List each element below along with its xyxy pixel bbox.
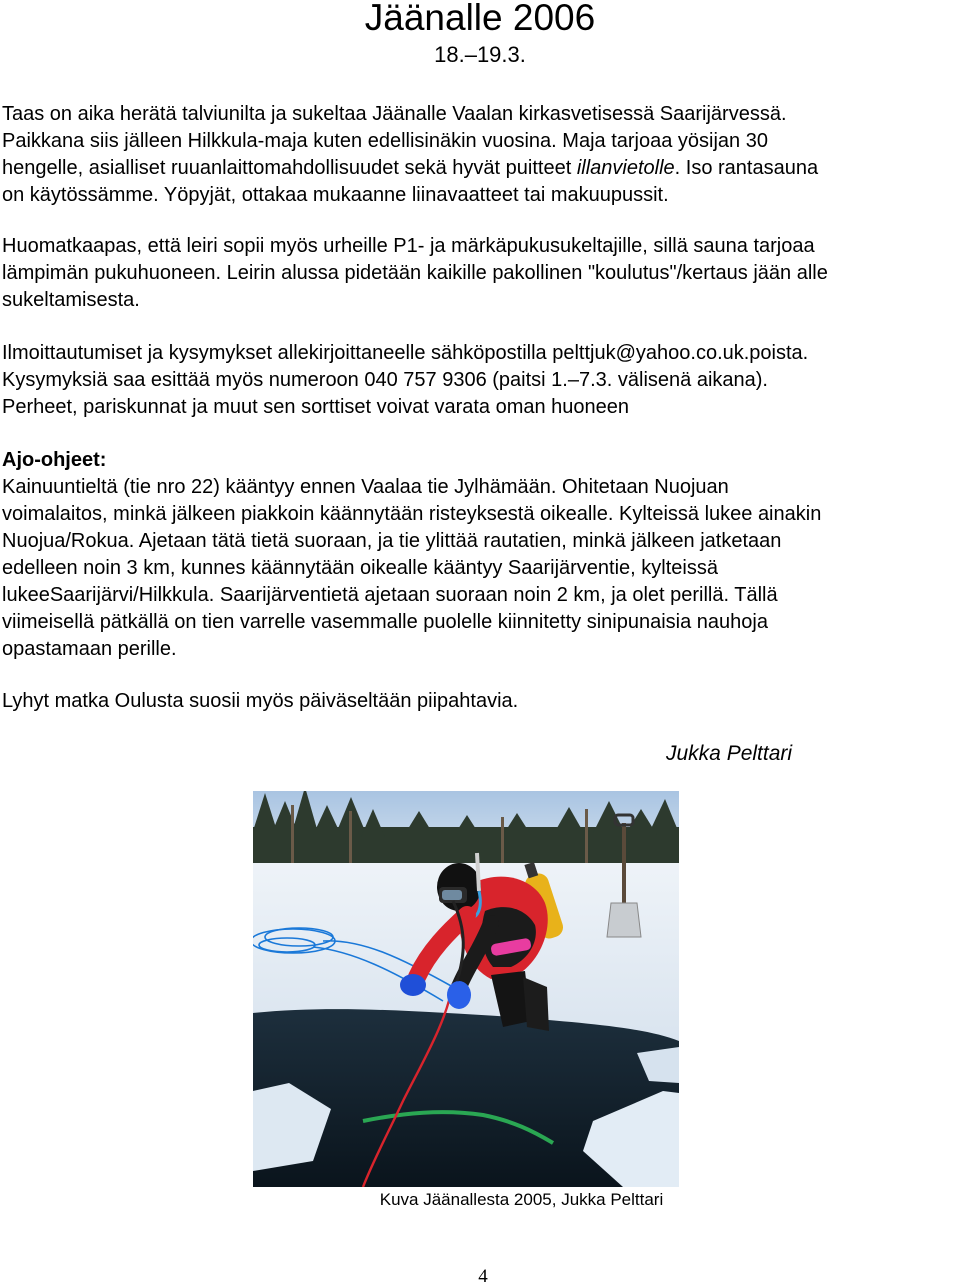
contact-paragraph: [2, 340, 960, 421]
intro-line-1: Taas on aika herätä talviunilta ja sukeltaa Jäänalle Vaalan kirkasvetisessä Saarijärvessä.: [2, 103, 787, 125]
intro-line-3: [2, 155, 960, 182]
photo-caption: Kuva Jäänallesta 2005, Jukka Pelttari: [379, 1190, 664, 1209]
directions-heading: Ajo-ohjeet:: [2, 449, 107, 471]
contact-line-1: Ilmoittautumiset ja kysymykset allekirjoittaneelle sähköpostilla pelttjuk@yahoo.co.uk.poista.: [2, 342, 809, 364]
contact-line-2: Kysymyksiä saa esittää myös numeroon 040 757 9306 (paitsi 1.–7.3. välisenä aikana).: [2, 369, 768, 391]
info-paragraph: [2, 233, 960, 314]
directions-paragraph: [2, 474, 960, 663]
directions-line-5: lukeeSaarijärvi/Hilkkula. Saarijärventietä ajetaan suoraan noin 2 km, ja olet perillä. Tällä: [2, 584, 778, 606]
info-line-1: Huomatkaapas, että leiri sopii myös urheille P1- ja märkäpukusukeltajille, sillä sauna tarjoaa: [2, 235, 815, 257]
info-line-2: lämpimän pukuhuoneen. Leirin alussa pidetään kaikille pakollinen "koulutus"/kertaus jään alle: [2, 262, 828, 284]
closing-line: Lyhyt matka Oulusta suosii myös päiväseltään piipahtavia.: [2, 690, 519, 712]
page-number: 4: [478, 1266, 488, 1287]
directions-line-7: opastamaan perille.: [2, 638, 177, 660]
directions-line-2: voimalaitos, minkä jälkeen piakkoin käännytään risteyksestä oikealle. Kylteissä lukee ainakin: [2, 503, 822, 525]
directions-line-4: edelleen noin 3 km, kunnes käännytään oikealle kääntyy Saarijärventie, kylteissä: [2, 557, 718, 579]
signature: Jukka Pelttari: [666, 742, 793, 765]
intro-emphasis: illanvietolle: [576, 157, 675, 179]
intro-line-3-start: hengelle, asialliset ruuanlaittomahdollisuudet sekä hyvät puitteet: [2, 157, 577, 179]
intro-line-2: Paikkana siis jälleen Hilkkula-maja kuten edellisinäkin vuosina. Maja tarjoaa yösijan 30: [2, 130, 768, 152]
document-title: Jäänalle 2006: [364, 0, 596, 38]
intro-paragraph: [2, 101, 960, 209]
contact-line-3: Perheet, pariskunnat ja muut sen sorttiset voivat varata oman huoneen: [2, 396, 630, 418]
ice-diving-photo: [253, 791, 679, 1187]
directions-line-3: Nuojua/Rokua. Ajetaan tätä tietä suoraan, ja tie ylittää rautatien, minkä jälkeen jatketaan: [2, 530, 782, 552]
event-dates: 18.–19.3.: [434, 42, 526, 67]
intro-line-4: on käytössämme. Yöpyjät, ottakaa mukaanne liinavaatteet tai makuupussit.: [2, 184, 669, 206]
directions-line-1: Kainuuntieltä (tie nro 22) kääntyy ennen Vaalaa tie Jylhämään. Ohitetaan Nuojuan: [2, 476, 729, 498]
intro-line-3-end: . Iso rantasauna: [674, 157, 819, 179]
directions-line-6: viimeisellä pätkällä on tien varrelle vasemmalle puolelle kiinnitetty sinipunaisia nauhoja: [2, 611, 768, 633]
info-line-3: sukeltamisesta.: [2, 289, 140, 311]
ice-diving-illustration: [253, 791, 679, 1187]
